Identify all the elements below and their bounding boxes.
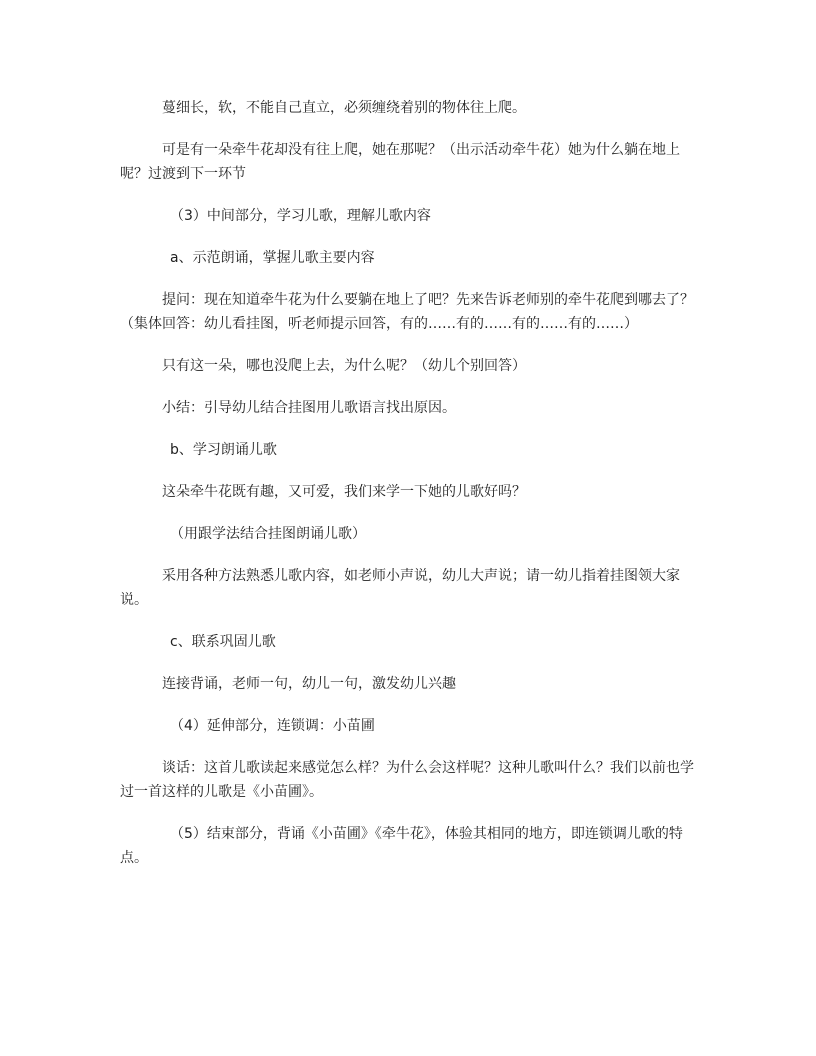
section-heading-closing-part: （5）结束部分，背诵《小苗圃》《牵牛花》，体验其相同的地方，即连锁调儿歌的特点。 <box>120 826 683 866</box>
subheading-consolidate: c、联系巩固儿歌 <box>170 634 276 650</box>
section-heading-extension-part: （4）延伸部分，连锁调：小苗圃 <box>170 718 375 734</box>
subheading-demonstration-recital: a、示范朗诵，掌握儿歌主要内容 <box>170 250 375 266</box>
paragraph-summary: 小结：引导幼儿结合挂图用儿歌语言找出原因。 <box>162 400 456 416</box>
paragraph-questioning: 提问：现在知道牵牛花为什么要躺在地上了吧？先来告诉老师别的牵牛花爬到哪去了？（集体回答：幼儿看挂图，听老师提示回答，有的……有的……有的……有的……） <box>120 292 694 332</box>
paragraph-only-this-one: 只有这一朵，哪也没爬上去，为什么呢？（幼儿个别回答） <box>162 358 526 374</box>
paragraph-connected-recitation: 连接背诵，老师一句，幼儿一句，激发幼儿兴趣 <box>162 676 456 692</box>
paragraph-morning-glory-question: 可是有一朵牵牛花却没有往上爬，她在那呢？（出示活动牵牛花）她为什么躺在地上呢？过渡到下一环节 <box>120 142 680 182</box>
paragraph-various-methods: 采用各种方法熟悉儿歌内容，如老师小声说，幼儿大声说；请一幼儿指着挂图领大家说。 <box>120 568 680 608</box>
document-body <box>120 96 696 888</box>
paragraph-follow-method: （用跟学法结合挂图朗诵儿歌） <box>170 526 366 542</box>
section-heading-middle-part: （3）中间部分，学习儿歌，理解儿歌内容 <box>170 208 431 224</box>
paragraph-interesting-flower: 这朵牵牛花既有趣，又可爱，我们来学一下她的儿歌好吗？ <box>162 484 526 500</box>
paragraph-discussion: 谈话：这首儿歌读起来感觉怎么样？为什么会这样呢？这种儿歌叫什么？我们以前也学过一首这样的儿歌是《小苗圃》。 <box>120 760 694 800</box>
paragraph-vine-description: 蔓细长，软，不能自己直立，必须缠绕着别的物体往上爬。 <box>162 100 526 116</box>
subheading-learn-recital: b、学习朗诵儿歌 <box>170 442 277 458</box>
